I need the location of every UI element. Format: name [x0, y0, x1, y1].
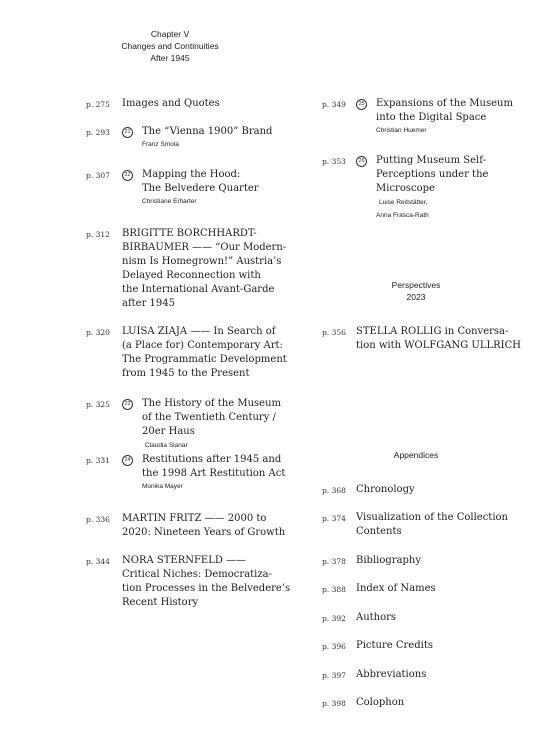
author-name: Claudia Slanar	[145, 442, 188, 449]
title-line: Microscope	[376, 183, 435, 194]
page-number: p. 356	[322, 328, 346, 337]
title-line: tion with WOLFGANG ULLRICH	[356, 340, 521, 351]
title-line: Critical Niches: Democratiza-	[122, 569, 272, 580]
title-line: Bibliography	[356, 555, 421, 566]
page-number: p. 398	[322, 699, 346, 708]
essay-number-badge: 22	[122, 170, 133, 181]
page-number: p. 388	[322, 585, 346, 594]
title-line: STELLA ROLLIG in Conversa-	[356, 326, 509, 337]
title-line: Colophon	[356, 697, 405, 708]
entry-title	[356, 554, 526, 568]
title-line: BIRBAUMER —— “Our Modern-	[122, 242, 287, 253]
title-line: 20er Haus	[142, 426, 195, 437]
title-line: Authors	[356, 612, 397, 623]
title-line: The Belvedere Quarter	[142, 183, 259, 194]
essay-number-badge: 21	[122, 127, 133, 138]
entry-title	[122, 325, 292, 381]
page-number: p. 344	[86, 557, 110, 566]
essay-number-badge: 23	[122, 399, 133, 410]
title-line: Images and Quotes	[122, 98, 220, 109]
appendices-header	[366, 449, 466, 461]
entry-title	[356, 582, 526, 596]
entry-title	[122, 512, 292, 540]
perspectives-label: Perspectives	[391, 280, 441, 290]
page-number: p. 349	[322, 100, 346, 109]
entry-title	[356, 611, 526, 625]
page-number: p. 312	[86, 230, 110, 239]
essay-number-badge: 25	[356, 99, 367, 110]
entry-title	[356, 639, 526, 653]
entry-title	[142, 168, 312, 208]
title-line: Picture Credits	[356, 640, 433, 651]
entry-title	[356, 668, 526, 682]
entry-title	[142, 397, 312, 453]
page-number: p. 325	[86, 400, 110, 409]
title-line: The “Vienna 1900” Brand	[142, 126, 273, 137]
page-number: p. 374	[322, 514, 346, 523]
title-line: The History of the Museum	[142, 398, 282, 409]
page-number: p. 331	[86, 456, 110, 465]
title-line: BRIGITTE BORCHHARDT-	[122, 228, 257, 239]
author-name: Luise Reitstätter,	[379, 199, 428, 206]
title-line: The Programmatic Development	[122, 354, 287, 365]
title-line: Putting Museum Self-	[376, 155, 486, 166]
entry-title	[122, 554, 292, 610]
title-line: 2020: Nineteen Years of Growth	[122, 527, 286, 538]
author-name: Monika Mayer	[142, 483, 183, 490]
title-line: Contents	[356, 526, 402, 537]
chapter-title-line2: After 1945	[150, 53, 190, 63]
chapter-title-line1: Changes and Continuities	[121, 41, 219, 51]
entry-title	[122, 227, 292, 311]
title-line: Index of Names	[356, 583, 436, 594]
page-number: p. 307	[86, 171, 110, 180]
essay-number-badge: 26	[356, 156, 367, 167]
title-line: Perceptions under the	[376, 169, 489, 180]
entry-title	[356, 696, 526, 710]
page-number: p. 320	[86, 328, 110, 337]
title-line: Expansions of the Museum	[376, 98, 513, 109]
title-line: Delayed Reconnection with	[122, 270, 261, 281]
title-line: into the Digital Space	[376, 112, 487, 123]
title-line: after 1945	[122, 298, 176, 309]
entry-title	[356, 325, 526, 353]
page-number: p. 392	[322, 614, 346, 623]
appendices-label: Appendices	[393, 450, 439, 460]
entry-title	[142, 453, 312, 493]
entry-title	[376, 154, 546, 222]
entry-title	[376, 97, 546, 137]
author-name: Franz Smola	[142, 141, 179, 148]
chapter-header	[120, 28, 220, 64]
title-line: Restitutions after 1945 and	[142, 454, 282, 465]
entry-title	[356, 483, 526, 497]
title-line: NORA STERNFELD ——	[122, 555, 247, 566]
page-number: p. 368	[322, 486, 346, 495]
title-line: Visualization of the Collection	[356, 512, 508, 523]
title-line: Abbreviations	[356, 669, 427, 680]
page-number: p. 397	[322, 671, 346, 680]
perspectives-header	[366, 279, 466, 303]
entry-title	[122, 97, 292, 111]
page-number: p. 396	[322, 642, 346, 651]
title-line: tion Processes in the Belvedere’s	[122, 583, 291, 594]
title-line: LUISA ZIAJA —— In Search of	[122, 326, 276, 337]
title-line: the International Avant-Garde	[122, 284, 275, 295]
perspectives-year: 2023	[406, 292, 426, 302]
title-line: from 1945 to the Present	[122, 368, 250, 379]
chapter-label: Chapter V	[150, 29, 190, 39]
page-number: p. 336	[86, 515, 110, 524]
entry-title	[356, 511, 526, 539]
title-line: Chronology	[356, 484, 415, 495]
entry-title	[142, 125, 312, 151]
title-line: of the Twentieth Century /	[142, 412, 276, 423]
essay-number-badge: 24	[122, 455, 133, 466]
page-number: p. 293	[86, 128, 110, 137]
author-name: Anna Frasca-Rath	[376, 212, 429, 219]
title-line: MARTIN FRITZ —— 2000 to	[122, 513, 267, 524]
title-line: Recent History	[122, 597, 199, 608]
page-number: p. 275	[86, 100, 110, 109]
page-number: p. 353	[322, 157, 346, 166]
title-line: (a Place for) Contemporary Art:	[122, 340, 283, 351]
page-number: p. 378	[322, 557, 346, 566]
title-line: nism Is Homegrown!” Austria’s	[122, 256, 282, 267]
title-line: the 1998 Art Restitution Act	[142, 468, 286, 479]
author-name: Christian Huemer	[376, 127, 427, 134]
author-name: Christiane Erharter	[142, 198, 197, 205]
title-line: Mapping the Hood:	[142, 169, 241, 180]
